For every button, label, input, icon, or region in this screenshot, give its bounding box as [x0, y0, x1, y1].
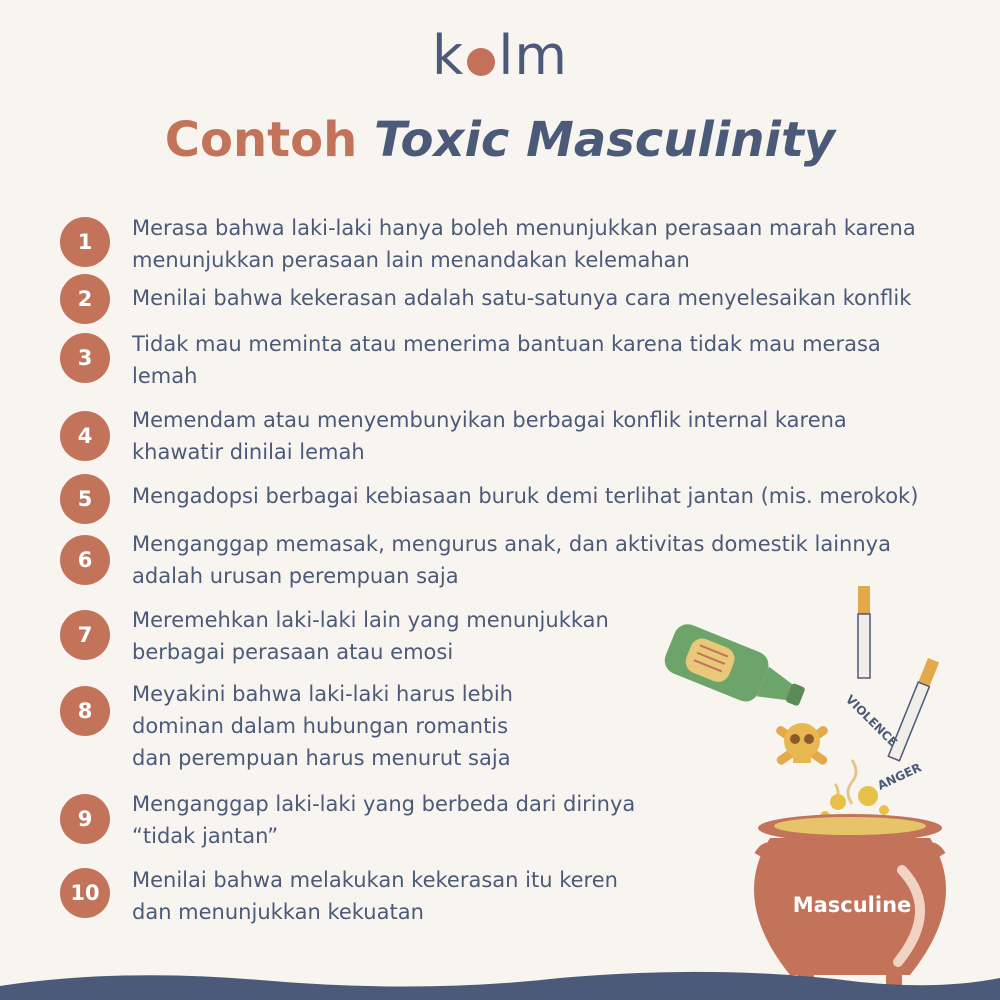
- item-text: Meyakini bahwa laki-laki harus lebih dominan dalam hubungan romantis dan perempuan harus menurut saja: [132, 682, 513, 770]
- item-number-badge: 10: [60, 868, 110, 918]
- item-number-badge: 1: [60, 217, 110, 267]
- item-text: Menganggap laki-laki yang berbeda dari dirinya “tidak jantan”: [132, 792, 636, 848]
- item-text: Mengadopsi berbagai kebiasaan buruk demi terlihat jantan (mis. merokok): [132, 484, 919, 508]
- item-number-badge: 3: [60, 333, 110, 383]
- item-number-badge: 2: [60, 274, 110, 324]
- anger-word: ANGER: [875, 760, 924, 793]
- cigarette-icon: [858, 586, 870, 678]
- pot-label: Masculine: [792, 893, 912, 917]
- item-text: Menilai bahwa kekerasan adalah satu-satunya cara menyelesaikan konflik: [132, 286, 912, 310]
- item-text: Memendam atau menyembunyikan berbagai konflik internal karena khawatir dinilai lemah: [132, 408, 847, 464]
- bubble-icon: [830, 794, 846, 810]
- item-number-badge: 8: [60, 686, 110, 736]
- item-text: Menganggap memasak, mengurus anak, dan aktivitas domestik lainnya adalah urusan perempuan saja: [132, 532, 891, 588]
- item-number-badge: 5: [60, 474, 110, 524]
- item-number-badge: 6: [60, 535, 110, 585]
- bottom-wave: [0, 960, 1000, 1000]
- item-number-badge: 4: [60, 411, 110, 461]
- logo-text-start: k: [432, 24, 465, 87]
- item-number-badge: 7: [60, 610, 110, 660]
- item-number-badge: 9: [60, 794, 110, 844]
- skull-crossbones-icon: [775, 723, 830, 766]
- logo-dot-icon: [467, 48, 495, 76]
- item-text: Meremehkan laki-laki lain yang menunjukkan berbagai perasaan atau emosi: [132, 608, 609, 664]
- item-text: Tidak mau meminta atau menerima bantuan karena tidak mau merasa lemah: [132, 332, 881, 388]
- item-text: Menilai bahwa melakukan kekerasan itu keren dan menunjukkan kekuatan: [132, 868, 618, 924]
- title-part-1: Contoh: [164, 112, 358, 168]
- kalm-logo: [0, 24, 1000, 87]
- logo-text-end: lm: [498, 24, 568, 87]
- violence-word: VIOLENCE: [842, 692, 901, 750]
- steam-icon: [848, 760, 856, 804]
- cigarette-icon: [888, 658, 939, 761]
- masculine-pot-illustration: [640, 570, 1000, 1000]
- page-title: [0, 112, 1000, 168]
- title-part-2: Toxic Masculinity: [373, 112, 836, 168]
- item-text: Merasa bahwa laki-laki hanya boleh menunjukkan perasaan marah karena menunjukkan perasaan lain menandakan kelemahan: [132, 216, 916, 272]
- bottle-icon: [661, 620, 812, 721]
